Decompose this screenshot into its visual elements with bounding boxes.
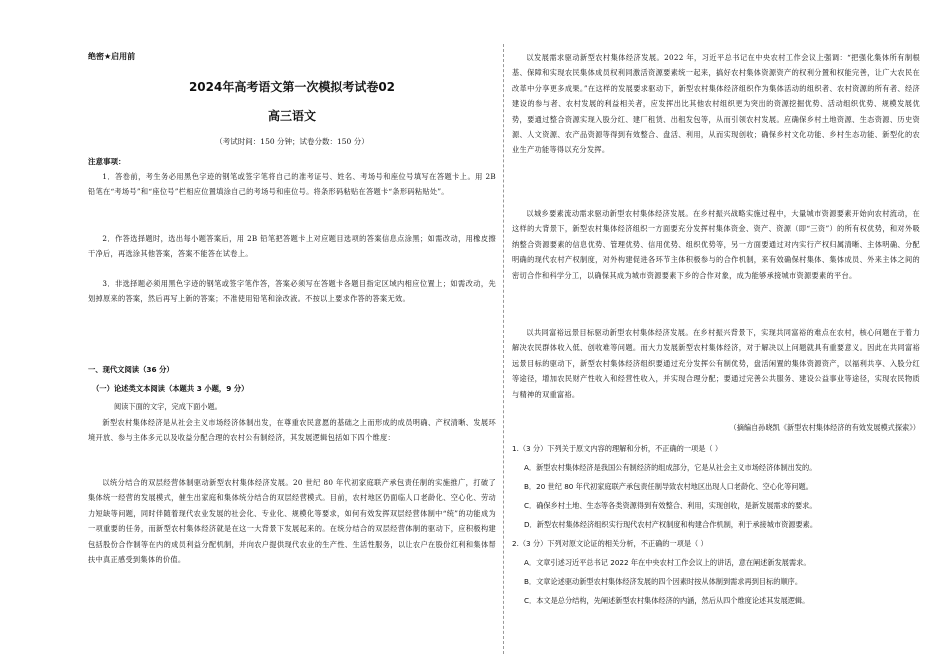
exam-subtitle: 高三语文 bbox=[267, 109, 316, 123]
question-2-option-c: C．本文是总分结构，先阐述新型农村集体经济的内涵，然后从四个维度论述其发展逻辑。 bbox=[524, 596, 810, 605]
question-1-stem: 1.（3 分）下列关于原文内容的理解和分析，不正确的一项是（ ） bbox=[512, 444, 723, 453]
question-1-option-b: B．20 世纪 80 年代初家庭联产承包责任制导致农村地区出现人口老龄化、空心化等问题。 bbox=[524, 482, 813, 491]
question-2-stem: 2.（3 分）下列对原文论证的相关分析，不正确的一项是（ ） bbox=[512, 539, 708, 548]
question-1-option-d: D．新型农村集体经济组织实行现代农村产权制度和构建合作机制，利于承接城市资源要素。 bbox=[524, 520, 818, 529]
column-divider bbox=[503, 44, 504, 654]
notice-item-3: 3．非选择题必须用黑色字迹的钢笔或签字笔作答，答案必须写在答题卡各题目指定区域内相应位置上；如需改动，先划掉原来的答案，然后再写上新的答案；不准使用铅笔和涂改液。不按以上要求作答的答案无效。 bbox=[88, 279, 496, 304]
exam-info: （考试时间：150 分钟；试卷分数：150 分） bbox=[215, 137, 369, 146]
passage-paragraph-2: 以统分结合的双层经营体制驱动新型农村集体经济发展。20 世纪 80 年代初家庭联产承包责任制的实施推广，打破了集体统一经营的发展模式，催生出家庭和集体统分结合的双层经营模式。目前，农村地区仍面临人口老龄化、空心化、劳动力短缺等问题，同时伴随着现代农业发展的社会化、专业化、规模化等要求，如何有效发挥双层经营体制中“统”的功能成为一项重要的任务，而新型农村集体经济就是在这一大背景下发展起来的。在统分结合的双层经营体制的驱动下，应积极构建包括股份合作制等在内的成员利益分配机制，并向农户提供现代农业的生产性、生活性服务，以让农户在股份红利和集体帮扶中真正感受到集体的价值。 bbox=[88, 478, 496, 565]
exam-title: 2024年高考语文第一次模拟考试卷02 bbox=[188, 80, 396, 94]
secret-label: 绝密★启用前 bbox=[88, 52, 136, 61]
passage-paragraph-5: 以共同富裕远景目标驱动新型农村集体经济发展。在乡村振兴背景下，实现共同富裕的难点在农村，核心问题在于着力解决农民群体收入低、创收难等问题。而大力发展新型农村集体经济，对于解决以上问题就具有重要意义。因此在共同富裕远景目标的驱动下，新型农村集体经济组织要通过充分发挥公有制优势，盘活闲置的集体资源资产，以福利共享、入股分红等途径，增加农民财产性收入和经营性收入，并实现合理分配；要通过完善公共服务、建设公益事业等途径，实现农民物质与精神的双重富裕。 bbox=[512, 328, 920, 399]
question-2-option-b: B．文章论述驱动新型农村集体经济发展的四个因素时按从体制到需求再到目标的顺序。 bbox=[524, 577, 803, 586]
notice-item-2: 2．作答选择题时，选出每小题答案后，用 2B 铅笔把答题卡上对应题目选项的答案信息点涂黑；如需改动，用橡皮擦干净后，再选涂其他答案，答案不能答在试卷上。 bbox=[88, 234, 496, 259]
question-1-option-c: C．确保乡村土地、生态等各类资源得到有效整合、利用，实现创收，是新发展需求的要求。 bbox=[524, 501, 817, 510]
question-1-option-a: A．新型农村集体经济是我国公有制经济的组成部分，它是从社会主义市场经济体制出发的。 bbox=[524, 463, 817, 472]
passage-paragraph-1: 新型农村集体经济是从社会主义市场经济体制出发，在尊重农民意愿的基础之上而形成的成员明确、产权清晰、发展环境开放、参与主体多元以及收益分配合理的农村公有制经济，其发展逻辑包括如下四个维度： bbox=[88, 418, 496, 443]
section-sub-heading: （一）论述类文本阅读（本题共 3 小题，9 分） bbox=[92, 384, 249, 393]
passage-source: （摘编自孙晓凯《新型农村集体经济的有效发展模式探索》） bbox=[729, 423, 920, 432]
section-instruction: 阅读下面的文字，完成下面小题。 bbox=[114, 402, 222, 411]
passage-paragraph-4: 以城乡要素流动需求驱动新型农村集体经济发展。在乡村振兴战略实施过程中，大量城市资源要素开始向农村流动，在这样的大背景下，新型农村集体经济组织一方面要充分发挥村集体资金、资产、资源（即“三资”）的所有权优势，和对外吸纳整合资源要素的信息优势、管理优势、信用优势、组织优势等，另一方面要通过对内实行产权归属清晰、主体明确、分配明确的现代农村产权制度，对外构建促进各环节主体积极参与的合作机制，来有效确保村集体、集体成员、外来主体之间的密切合作和科学分工，以确保其成为城市资源要素下乡的合作对象，成为能够承接城市资源要素的平台。 bbox=[512, 209, 920, 280]
notice-item-1: 1．答卷前，考生务必用黑色字迹的钢笔或签字笔将自己的准考证号、姓名、考场号和座位号填写在答题卡上。用 2B 铅笔在“考场号”和“座位号”栏相应位置填涂自己的考场号和座位号。将条形码粘贴在答题卡“条形码粘贴处”。 bbox=[88, 172, 496, 197]
section-heading: 一、现代文阅读（36 分） bbox=[88, 365, 174, 374]
question-2-option-a: A．文章引述习近平总书记 2022 年在中央农村工作会议上的讲话，意在阐述新发展需求。 bbox=[524, 558, 811, 567]
passage-paragraph-3: 以发展需求驱动新型农村集体经济发展。2022 年，习近平总书记在中央农村工作会议上强调：“把强化集体所有制根基、保障和实现农民集体成员权利同激活资源要素统一起来，搞好农村集体资源资产的权利分置和权能完善，让广大农民在改革中分享更多成果。”在这样的发展要求驱动下，新型农村集体经济组织作为集体活动的组织者、农村资源的所有者、经济建设的参与者、农村发展的利益相关者，应发挥出比其他农村组织更为突出的资源挖掘优势、活动组织优势、规模发展优势，要通过整合资源实现入股分红、建厂租赁、出租发包等，从而引领农村发展。应确保乡村土地资源、生态资源、历史资源、人文资源、农产品资源等得到有效整合、盘活、利用，从而实现创收；确保乡村文化功能、乡村生态功能、新型化的农业生产功能等得以充分发挥。 bbox=[512, 53, 920, 155]
notice-heading: 注意事项： bbox=[88, 157, 126, 166]
